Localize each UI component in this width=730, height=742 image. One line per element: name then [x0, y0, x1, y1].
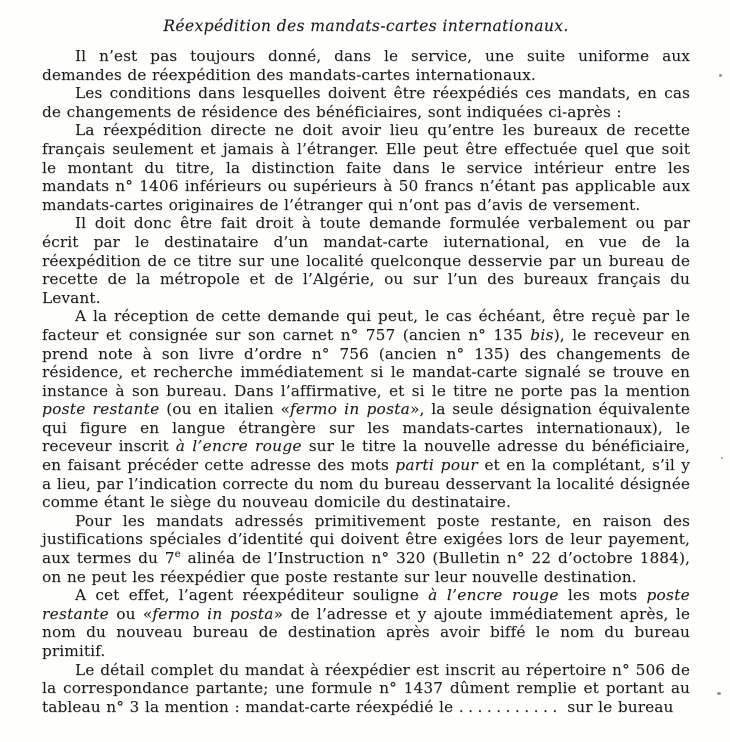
- text-run: ...........: [458, 697, 562, 716]
- superscript-run: e: [174, 548, 181, 560]
- text-run: Pour les mandats adressés primitivement poste restante, en raison des justifications spéciales d’identité qui doivent être exigées lors de leur payement, aux termes du 7: [42, 511, 690, 568]
- italic-run: à l’encre rouge: [175, 437, 302, 456]
- paragraph: [42, 307, 690, 512]
- text-run: (ou en italien «: [159, 400, 290, 419]
- scan-speck: [719, 74, 722, 77]
- italic-run: poste restante: [42, 400, 160, 419]
- text-run: sur le titre la nouvelle adresse du bénéficiaire, en faisant précéder cette adresse des mots: [42, 437, 690, 475]
- paragraph: [42, 121, 690, 214]
- text-run: Le détail complet du mandat à réexpédier est inscrit au répertoire n° 506 de la correspondance partante; une formule n° 1437 dûment remplie et portant au tableau n° 3 la mention : mandat-carte réexpédié le: [42, 660, 690, 716]
- paragraph: [42, 214, 690, 307]
- text-run: », la seule désignation équivalente qui figure en langue étrangère sur les mandats-cartes internationaux), le receveur inscrit: [42, 400, 690, 456]
- paragraph: [42, 512, 690, 586]
- text-run: » de l’adresse et y ajoute immédiatement après, le nom du nouveau bureau de destination après avoir biffé le nom du bureau primitif.: [42, 604, 690, 660]
- text-run: Il n’est pas toujours donné, dans le service, une suite uniforme aux demandes de réexpédition des mandats-cartes internationaux.: [42, 47, 690, 84]
- scan-speck: [721, 457, 723, 459]
- paragraph: [42, 661, 690, 717]
- italic-run: poste restante: [42, 586, 690, 623]
- text-run: les mots: [558, 586, 647, 605]
- text-run: ), le receveur en prend note à son livre d’ordre n° 756 (ancien n° 135) des changements de résidence, et recherche immédiatement si le mandat-carte signalé se trouve en instance à son bureau. Dans l’affirmative, et si le titre ne porte pas la mention: [42, 325, 690, 400]
- text-run: ou «: [108, 604, 153, 623]
- italic-run: bis: [530, 325, 554, 344]
- text-run: Les conditions dans lesquelles doivent être réexpédiés ces mandats, en cas de changements de résidence des bénéficiaires, sont indiquées ci-après :: [42, 84, 690, 121]
- italic-run: parti pour: [395, 456, 478, 475]
- text-run: et en la complétant, s’il y a lieu, par l’indication correcte du nom du bureau desservant la localité désignée comme étant le siège du nouveau domicile du destinataire.: [42, 456, 690, 512]
- text-run: A cet effet, l’agent réexpéditeur souligne: [75, 586, 429, 605]
- text-run: alinéa de l’Instruction n° 320 (Bulletin n° 22 d’octobre 1884), on ne peut les réexpédier que poste restante sur leur nouvelle destination.: [42, 549, 690, 586]
- text-run: A la réception de cette demande qui peut, le cas échéant, être reçuè par le facteur et consignée sur son carnet n° 757 (ancien n° 135: [42, 307, 690, 344]
- document-body: [42, 47, 690, 716]
- text-run: Il doit donc être fait droit à toute demande formulée verbalement ou par écrit par le destinataire d’un mandat-carte iuternational, en vue de la réexpédition de ce titre sur une localité quelconque desservie par un bureau de recette de la métropole et de l’Algérie, ou sur l’un des bureaux français du Levant.: [42, 214, 690, 307]
- italic-run: fermo in posta: [289, 400, 411, 419]
- paragraph: [42, 47, 690, 84]
- italic-run: à l’encre rouge: [428, 586, 559, 605]
- text-run: La réexpédition directe ne doit avoir lieu qu’entre les bureaux de recette français seulement et jamais à l’étranger. Elle peut être effectuée quel que soit le montant du titre, la distinction faite dans le service intérieur entre les mandats n° 1406 inférieurs ou supérieurs à 50 francs n’étant pas applicable aux mandats-cartes originaires de l’étranger qui n’ont pas d’avis de versement.: [42, 121, 690, 214]
- scan-speck: [717, 692, 721, 695]
- text-run: sur le bureau: [561, 697, 674, 716]
- paragraph: [42, 84, 690, 121]
- italic-run: fermo in posta: [152, 604, 274, 623]
- page-title: Réexpédition des mandats-cartes internationaux.: [163, 17, 569, 35]
- paragraph: [42, 586, 690, 660]
